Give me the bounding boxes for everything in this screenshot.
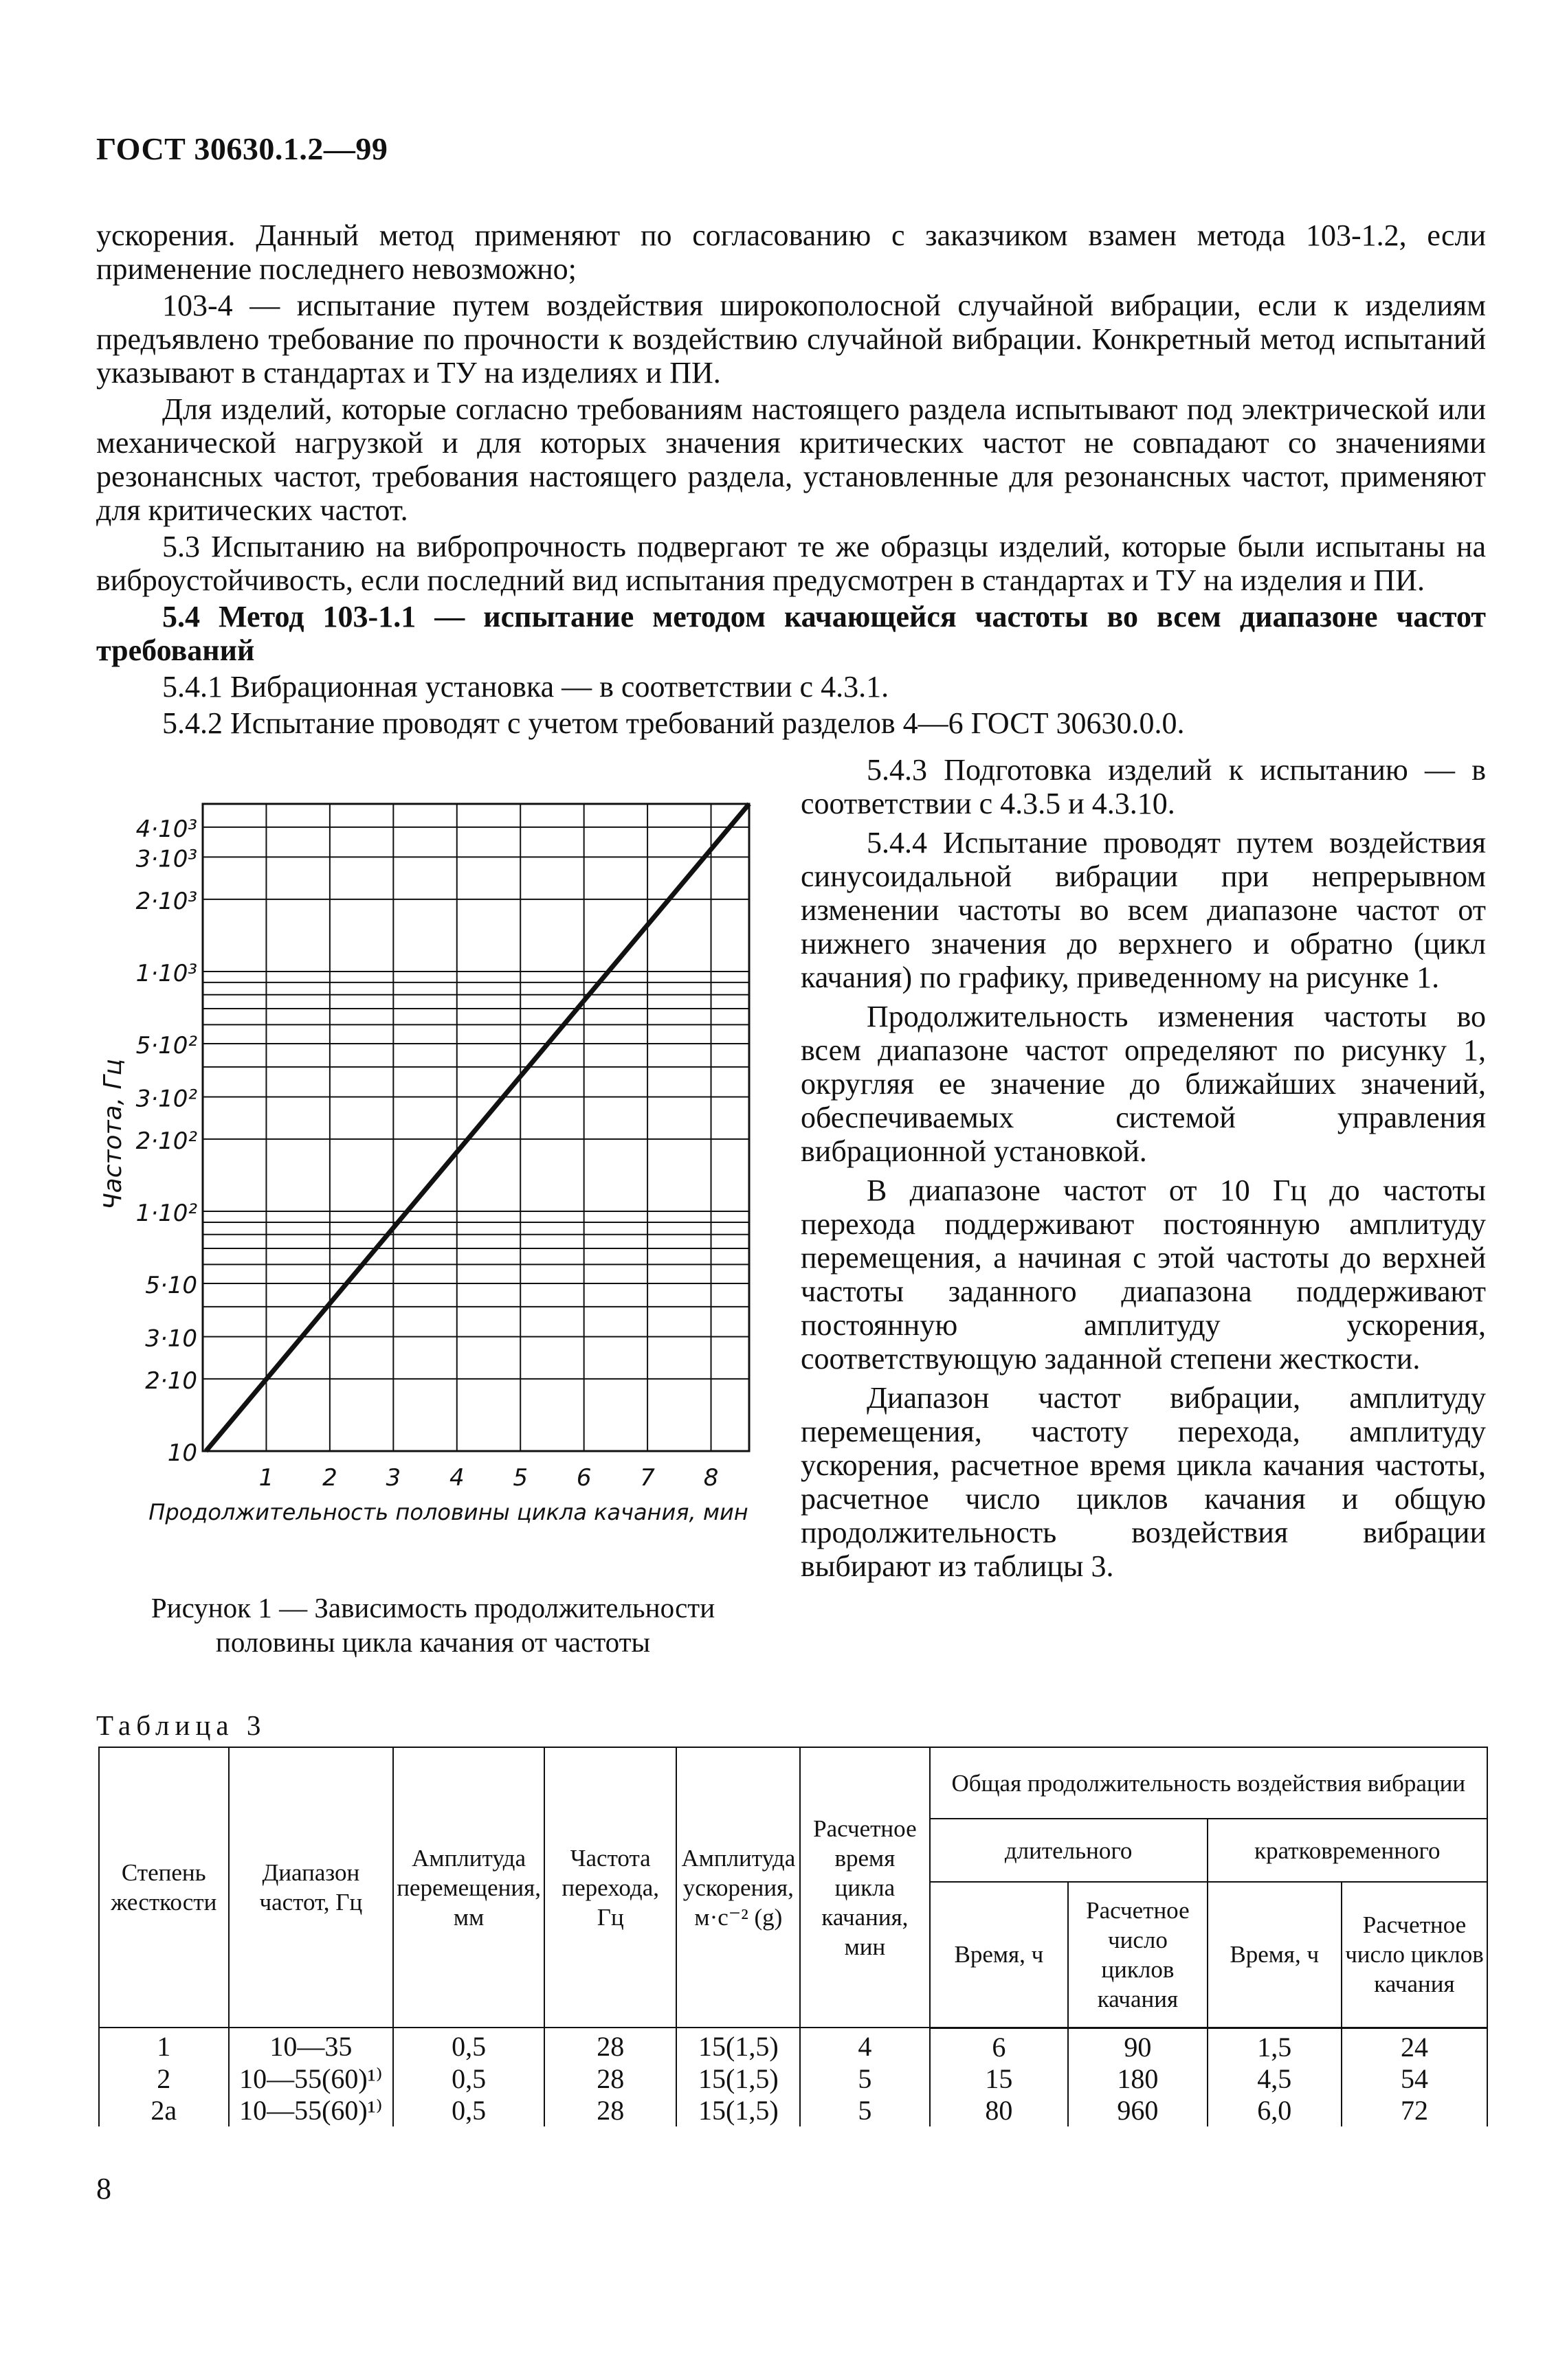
table-cell: 28 <box>544 2063 677 2095</box>
figure-caption: Рисунок 1 — Зависимость продолжительности половины цикла качания от частоты <box>151 1592 715 1658</box>
table-cell: 10—35 <box>229 2028 394 2063</box>
table-cell: 10—55(60)¹⁾ <box>229 2063 394 2095</box>
header-displacement: Амплитуда перемещения, мм <box>393 1747 544 2028</box>
paragraph: Для изделий, которые согласно требованиям настоящего раздела испытывают под электрической или механической нагрузкой и для которых значения критических частот не совпадают со значениями резонансных частот, требования настоящего раздела, установленные для резонансных частот, применяют для критических частот. <box>96 392 1486 527</box>
y-tick-label: 5·10 <box>145 1272 197 1300</box>
body-text <box>96 218 1486 743</box>
y-tick-label: 1·10² <box>135 1199 197 1227</box>
y-tick-label: 4·10³ <box>135 815 197 843</box>
table-cell: 72 <box>1342 2095 1487 2126</box>
table-cell: 0,5 <box>393 2095 544 2126</box>
paragraph: 5.4.2 Испытание проводят с учетом требований разделов 4—6 ГОСТ 30630.0.0. <box>162 706 1185 740</box>
table-cell: 15(1,5) <box>676 2028 800 2063</box>
series-line <box>206 804 749 1451</box>
table-cell: 0,5 <box>393 2063 544 2095</box>
table-row <box>99 2095 1487 2126</box>
table-cell: 4,5 <box>1208 2063 1342 2095</box>
y-tick-label: 5·10² <box>135 1032 197 1060</box>
paragraph: Продолжительность изменения частоты во всем диапазоне частот определяют по рисунку 1, округляя ее значение до ближайших значений, обеспечиваемых системой управления вибрационной установкой. <box>801 1000 1486 1168</box>
table-3 <box>98 1747 1488 2126</box>
header-long-time: Время, ч <box>930 1882 1069 2028</box>
chart-svg <box>96 790 763 1525</box>
right-column-text <box>801 753 1486 1588</box>
table-cell: 90 <box>1068 2028 1207 2063</box>
x-tick-label: 4 <box>449 1464 465 1492</box>
y-tick-label: 3·10³ <box>135 845 197 873</box>
paragraph: 103-4 — испытание путем воздействия широкополосной случайной вибрации, если к изделиям предъявлено требование по прочности к воздействию случайной вибрации. Конкретный метод испытаний указывают в стандартах и ТУ на изделиях и ПИ. <box>96 289 1486 390</box>
table-cell: 28 <box>544 2095 677 2126</box>
paragraph: В диапазоне частот от 10 Гц до частоты перехода поддерживают постоянную амплитуду перемещения, а начиная с этой частоты до верхней частоты заданного диапазона поддерживают постоянную амплитуду ускорения, соответствующую заданной степени жесткости. <box>801 1174 1486 1376</box>
paragraph: 5.4.1 Вибрационная установка — в соответствии с 4.3.1. <box>162 670 889 704</box>
header-short-time: Время, ч <box>1208 1882 1342 2028</box>
x-tick-label: 5 <box>513 1464 529 1492</box>
header-total: Общая продолжительность воздействия вибрации <box>930 1747 1487 1819</box>
header-long: длительного <box>930 1819 1208 1882</box>
table-cell: 24 <box>1342 2028 1487 2063</box>
table-cell: 4 <box>800 2028 929 2063</box>
y-tick-label: 1·10³ <box>135 959 197 987</box>
header-short-cycles: Расчетное число циклов качания <box>1342 1882 1487 2028</box>
table-cell: 54 <box>1342 2063 1487 2095</box>
table-cell: 1,5 <box>1208 2028 1342 2063</box>
document-header: ГОСТ 30630.1.2—99 <box>96 131 388 166</box>
header-short: кратковременного <box>1208 1819 1487 1882</box>
table-cell: 960 <box>1068 2095 1207 2126</box>
table-cell: 10—55(60)¹⁾ <box>229 2095 394 2126</box>
page-number: 8 <box>96 2172 111 2205</box>
y-tick-label: 2·10³ <box>135 887 197 915</box>
header-cycle-time: Расчетное время цикла качания, мин <box>800 1747 929 2028</box>
table-cell: 5 <box>800 2063 929 2095</box>
frequency-duration-chart <box>96 790 763 1525</box>
y-tick-label: 2·10² <box>135 1127 197 1155</box>
header-acceleration: Амплитуда ускорения, м·с⁻² (g) <box>676 1747 800 2028</box>
table-cell: 2 <box>99 2063 229 2095</box>
section-heading: 5.4 Метод 103-1.1 — испытание методом качающейся частоты во всем диапазоне частот требований <box>96 600 1486 667</box>
x-tick-label: 1 <box>258 1464 274 1492</box>
table-title: Таблица 3 <box>96 1709 267 1741</box>
x-tick-label: 3 <box>386 1464 401 1492</box>
table-cell: 6,0 <box>1208 2095 1342 2126</box>
x-tick-label: 2 <box>322 1464 337 1492</box>
table-cell: 80 <box>930 2095 1069 2126</box>
table-cell: 5 <box>800 2095 929 2126</box>
table-cell: 1 <box>99 2028 229 2063</box>
y-axis-label: Частота, Гц <box>99 1058 127 1211</box>
table-cell: 15 <box>930 2063 1069 2095</box>
paragraph: Диапазон частот вибрации, амплитуду перемещения, частоту перехода, амплитуду ускорения, расчетное время цикла качания частоты, расчетное число циклов качания и общую продолжительность воздействия вибрации выбирают из таблицы 3. <box>801 1381 1486 1583</box>
paragraph: 5.4.3 Подготовка изделий к испытанию — в соответствии с 4.3.5 и 4.3.10. <box>801 753 1486 820</box>
y-tick-label: 2·10 <box>145 1367 197 1395</box>
table-cell: 2а <box>99 2095 229 2126</box>
table-row <box>99 2063 1487 2095</box>
x-axis-label: Продолжительность половины цикла качания, мин <box>148 1499 748 1525</box>
header-long-cycles: Расчетное число циклов качания <box>1068 1882 1207 2028</box>
paragraph: ускорения. Данный метод применяют по согласованию с заказчиком взамен метода 103-1.2, если применение последнего невозможно; <box>96 218 1486 286</box>
table-row <box>99 2028 1487 2063</box>
table-cell: 180 <box>1068 2063 1207 2095</box>
x-tick-label: 7 <box>640 1464 655 1492</box>
header-crossover: Частота перехода, Гц <box>544 1747 677 2028</box>
x-tick-label: 8 <box>703 1464 719 1492</box>
paragraph: 5.3 Испытанию на вибропрочность подвергают те же образцы изделий, которые были испытаны на виброустойчивость, если последний вид испытания предусмотрен в стандартах и ТУ на изделия и ПИ. <box>96 530 1486 597</box>
header-range: Диапазон частот, Гц <box>229 1747 394 2028</box>
y-tick-label: 3·10² <box>135 1085 197 1113</box>
table-cell: 15(1,5) <box>676 2063 800 2095</box>
table-cell: 28 <box>544 2028 677 2063</box>
table-cell: 0,5 <box>393 2028 544 2063</box>
x-tick-label: 6 <box>576 1464 592 1492</box>
paragraph: 5.4.4 Испытание проводят путем воздействия синусоидальной вибрации при непрерывном изменении частоты во всем диапазоне частот от нижнего значения до верхнего и обратно (цикл качания) по графику, приведенному на рисунке 1. <box>801 826 1486 994</box>
header-degree: Степень жесткости <box>99 1747 229 2028</box>
y-tick-label: 10 <box>167 1439 197 1467</box>
table-cell: 6 <box>930 2028 1069 2063</box>
y-tick-label: 3·10 <box>145 1325 197 1353</box>
table-cell: 15(1,5) <box>676 2095 800 2126</box>
